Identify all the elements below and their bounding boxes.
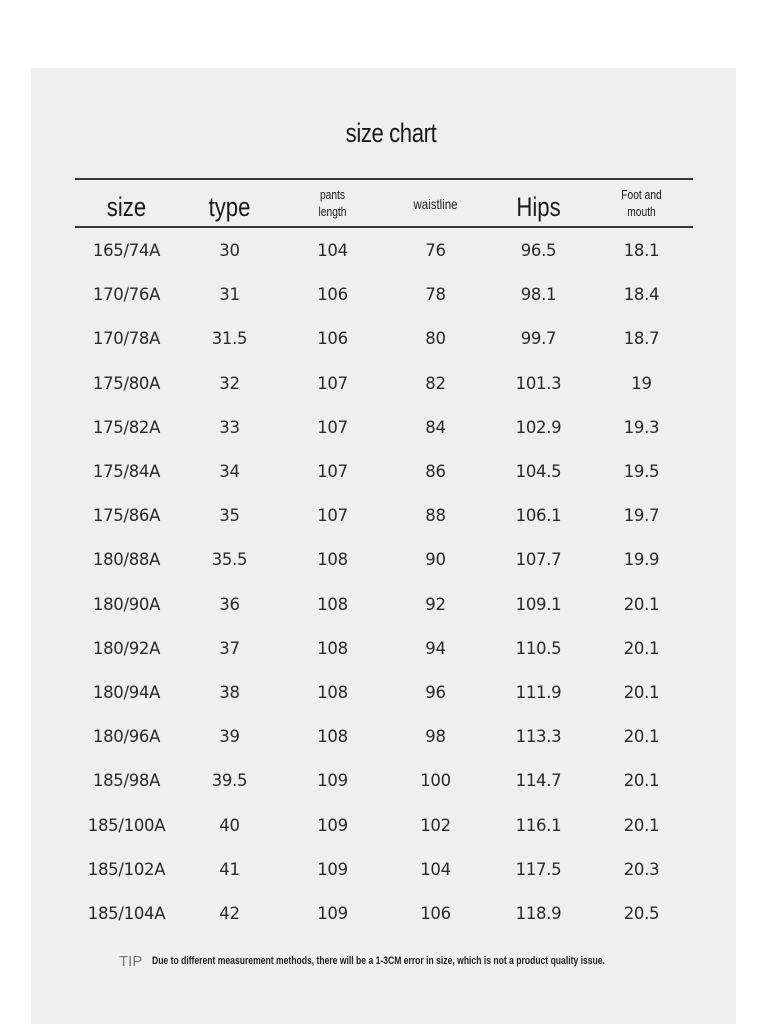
tip-note xyxy=(119,951,733,971)
table-row xyxy=(75,317,693,361)
cell-pants-length: 107 xyxy=(317,506,348,526)
cell-type: 38 xyxy=(219,683,240,702)
cell-foot-and-mouth: 20.1 xyxy=(623,815,660,835)
column-header-pants-length xyxy=(290,183,374,225)
cell-size: 185/102A xyxy=(87,859,166,879)
cell-pants-length: 109 xyxy=(317,904,348,923)
cell-hips: 110.5 xyxy=(515,638,562,658)
table-row xyxy=(75,494,693,538)
cell-pants-length: 109 xyxy=(317,859,348,879)
cell-waistline: 106 xyxy=(420,904,451,923)
cell-hips: 107.7 xyxy=(515,550,562,570)
cell-hips: 98.1 xyxy=(520,285,557,305)
cell-size: 180/94A xyxy=(92,683,161,702)
cell-waistline: 92 xyxy=(425,594,446,614)
cell-type: 30 xyxy=(219,241,240,260)
cell-size: 180/92A xyxy=(92,638,161,658)
cell-foot-and-mouth: 20.1 xyxy=(623,638,660,658)
cell-waistline: 102 xyxy=(420,815,451,835)
cell-type: 35 xyxy=(219,506,240,526)
cell-size: 170/76A xyxy=(92,285,161,305)
cell-type: 39.5 xyxy=(211,771,248,791)
cell-pants-length: 106 xyxy=(317,285,348,305)
cell-hips: 104.5 xyxy=(515,462,562,481)
table-row xyxy=(75,406,693,450)
cell-size: 165/74A xyxy=(92,241,161,260)
table-row xyxy=(75,848,693,892)
cell-waistline: 78 xyxy=(425,285,446,305)
cell-hips: 113.3 xyxy=(515,727,562,747)
table-row xyxy=(75,671,693,715)
table-row xyxy=(75,273,693,317)
cell-waistline: 84 xyxy=(425,417,446,437)
cell-size: 185/98A xyxy=(92,771,161,791)
column-header-size: size xyxy=(106,191,147,222)
column-header-foot-and-mouth xyxy=(599,183,683,225)
cell-pants-length: 104 xyxy=(317,241,348,260)
cell-foot-and-mouth: 19.5 xyxy=(623,462,660,481)
cell-size: 170/78A xyxy=(92,329,161,349)
cell-pants-length: 108 xyxy=(317,638,348,658)
cell-hips: 111.9 xyxy=(515,683,562,702)
cell-type: 40 xyxy=(219,815,240,835)
cell-type: 32 xyxy=(219,373,240,393)
cell-foot-and-mouth: 20.5 xyxy=(623,904,660,923)
cell-waistline: 90 xyxy=(425,550,446,570)
cell-pants-length: 108 xyxy=(317,727,348,747)
cell-hips: 117.5 xyxy=(515,859,562,879)
cell-waistline: 76 xyxy=(425,241,446,260)
cell-foot-and-mouth: 20.1 xyxy=(623,727,660,747)
cell-size: 180/90A xyxy=(92,594,161,614)
cell-hips: 102.9 xyxy=(515,417,562,437)
cell-size: 185/100A xyxy=(87,815,166,835)
page-title: size chart xyxy=(345,118,437,148)
cell-size: 175/84A xyxy=(92,462,161,481)
cell-pants-length: 108 xyxy=(317,550,348,570)
tip-text: Due to different measurement methods, there will be a 1-3CM error in size, which is not a product quality issue. xyxy=(152,955,606,967)
cell-pants-length: 109 xyxy=(317,771,348,791)
cell-waistline: 80 xyxy=(425,329,446,349)
cell-hips: 114.7 xyxy=(515,771,562,791)
cell-pants-length: 106 xyxy=(317,329,348,349)
column-header-hips: Hips xyxy=(516,191,561,222)
cell-waistline: 98 xyxy=(425,727,446,747)
cell-foot-and-mouth: 20.1 xyxy=(623,683,660,702)
table-row xyxy=(75,892,693,936)
table-row xyxy=(75,538,693,582)
cell-type: 31 xyxy=(219,285,240,305)
cell-type: 33 xyxy=(219,417,240,437)
cell-hips: 106.1 xyxy=(515,506,562,526)
cell-type: 31.5 xyxy=(211,329,248,349)
table-row xyxy=(75,759,693,803)
cell-waistline: 96 xyxy=(425,683,446,702)
cell-pants-length: 107 xyxy=(317,373,348,393)
cell-pants-length: 107 xyxy=(317,462,348,481)
cell-hips: 96.5 xyxy=(520,241,557,260)
cell-type: 35.5 xyxy=(211,550,248,570)
column-header-type: type xyxy=(208,191,251,222)
cell-foot-and-mouth: 19.3 xyxy=(623,417,660,437)
column-header-pants-length-line2: length xyxy=(318,205,347,219)
cell-foot-and-mouth: 19.7 xyxy=(623,506,660,526)
cell-waistline: 94 xyxy=(425,638,446,658)
cell-size: 185/104A xyxy=(87,904,166,923)
cell-size: 180/88A xyxy=(92,550,161,570)
column-header-foot-and-mouth-line2: mouth xyxy=(627,205,656,219)
cell-hips: 118.9 xyxy=(515,904,562,923)
cell-hips: 109.1 xyxy=(515,594,562,614)
cell-size: 175/82A xyxy=(92,417,161,437)
cell-foot-and-mouth: 19.9 xyxy=(623,550,660,570)
table-top-rule xyxy=(75,178,693,180)
cell-pants-length: 107 xyxy=(317,417,348,437)
cell-type: 36 xyxy=(219,594,240,614)
table-row xyxy=(75,229,693,273)
cell-waistline: 100 xyxy=(420,771,451,791)
cell-waistline: 86 xyxy=(425,462,446,481)
cell-foot-and-mouth: 19 xyxy=(631,373,652,393)
cell-pants-length: 108 xyxy=(317,683,348,702)
cell-pants-length: 108 xyxy=(317,594,348,614)
table-row xyxy=(75,450,693,494)
column-header-foot-and-mouth-line1: Foot and xyxy=(621,188,662,202)
cell-type: 39 xyxy=(219,727,240,747)
cell-type: 41 xyxy=(219,859,240,879)
cell-waistline: 104 xyxy=(420,859,451,879)
cell-foot-and-mouth: 20.1 xyxy=(623,594,660,614)
cell-size: 180/96A xyxy=(92,727,161,747)
cell-pants-length: 109 xyxy=(317,815,348,835)
cell-foot-and-mouth: 20.1 xyxy=(623,771,660,791)
tip-label: TIP xyxy=(119,952,143,970)
table-row xyxy=(75,627,693,671)
cell-hips: 116.1 xyxy=(515,815,562,835)
table-row xyxy=(75,715,693,759)
table-row xyxy=(75,804,693,848)
cell-waistline: 82 xyxy=(425,373,446,393)
cell-hips: 101.3 xyxy=(515,373,562,393)
cell-size: 175/86A xyxy=(92,506,161,526)
cell-foot-and-mouth: 18.4 xyxy=(623,285,660,305)
column-header-waistline: waistline xyxy=(413,196,458,212)
cell-foot-and-mouth: 20.3 xyxy=(623,859,660,879)
cell-type: 37 xyxy=(219,638,240,658)
table-row xyxy=(75,362,693,406)
cell-hips: 99.7 xyxy=(520,329,557,349)
table-row xyxy=(75,583,693,627)
header-divider-rule xyxy=(75,226,693,228)
cell-type: 34 xyxy=(219,462,240,481)
cell-type: 42 xyxy=(219,904,240,923)
cell-waistline: 88 xyxy=(425,506,446,526)
column-header-pants-length-line1: pants xyxy=(319,188,346,202)
cell-size: 175/80A xyxy=(92,373,161,393)
cell-foot-and-mouth: 18.1 xyxy=(623,241,660,260)
cell-foot-and-mouth: 18.7 xyxy=(623,329,660,349)
